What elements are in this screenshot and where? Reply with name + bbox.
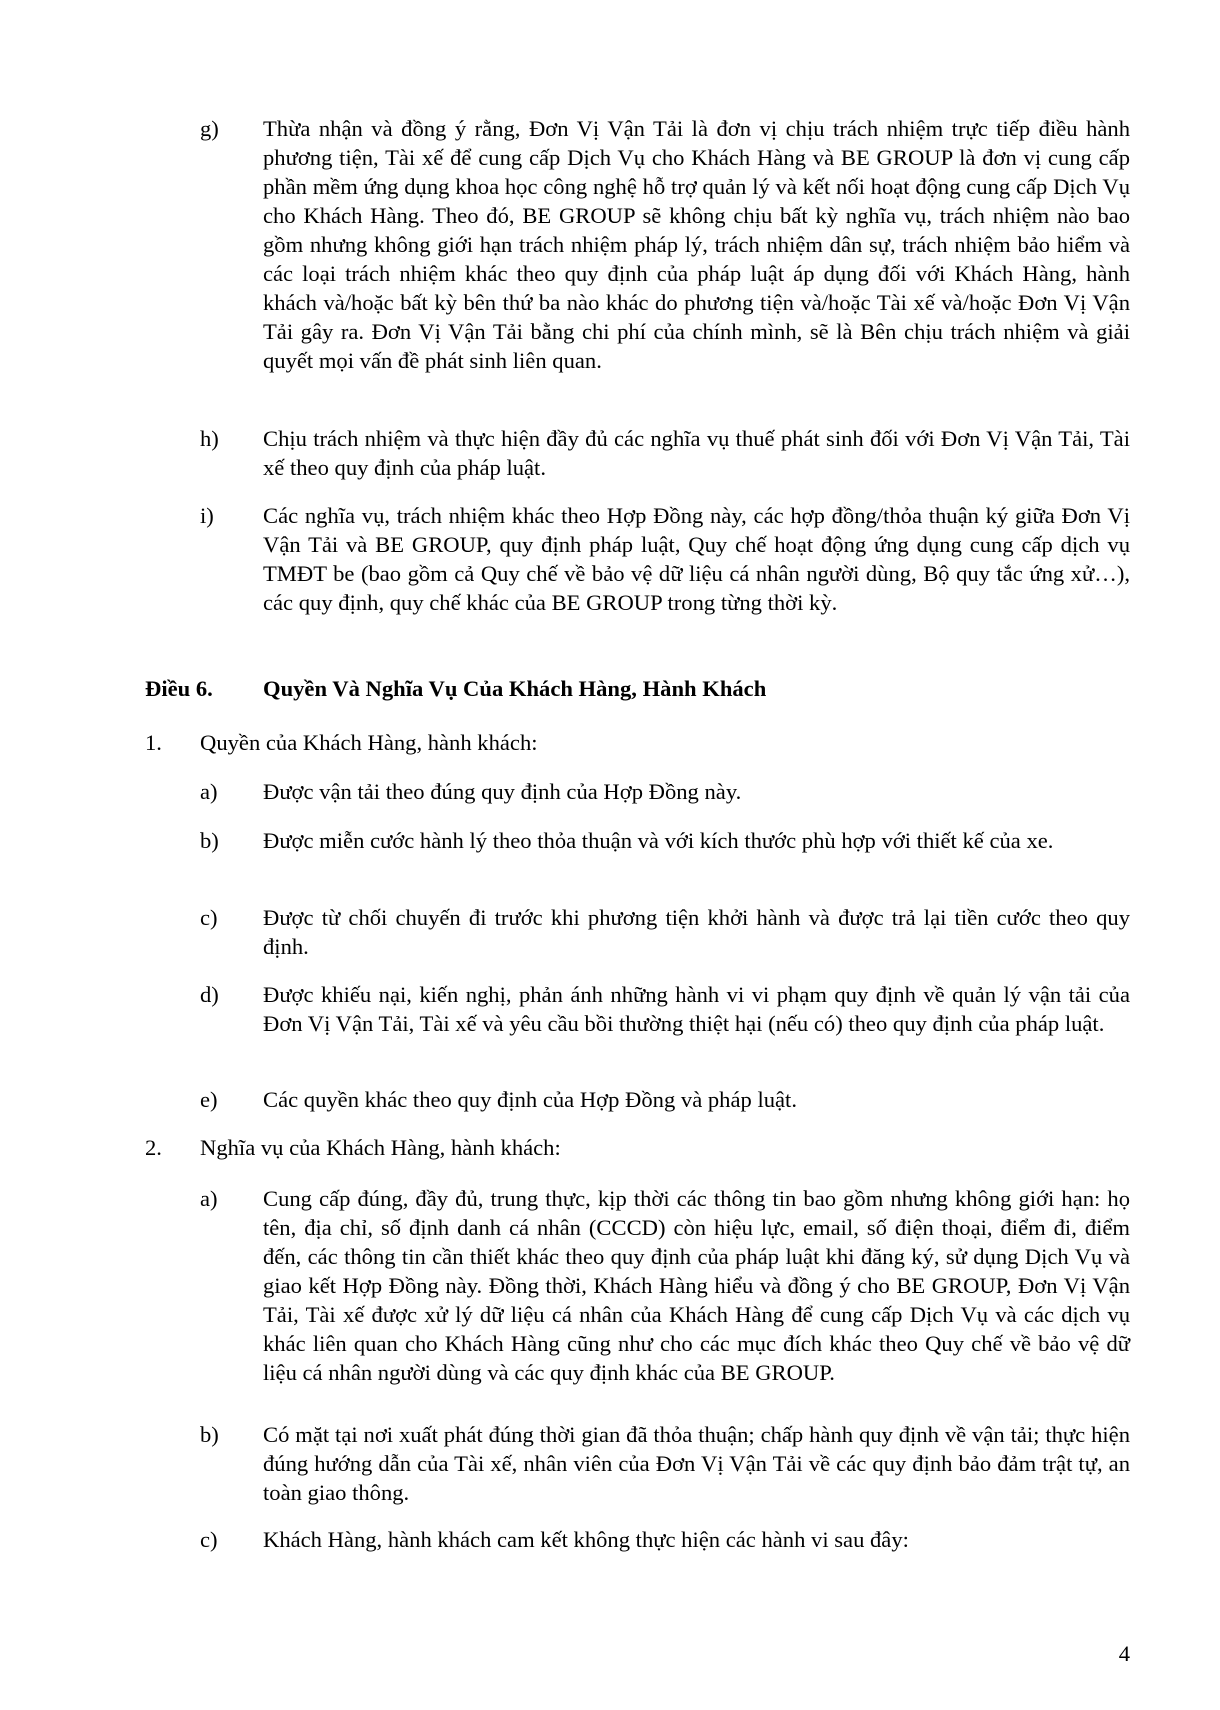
clause-label: b) xyxy=(200,828,219,853)
clause-label: h) xyxy=(200,426,219,451)
clause-text: Khách Hàng, hành khách cam kết không thực hiện các hành vi sau đây: xyxy=(263,1527,909,1552)
clause-text: Cung cấp đúng, đầy đủ, trung thực, kịp thời các thông tin bao gồm nhưng không giới hạn: họ tên, địa chỉ, số định danh cá nhân (CCCD) còn hiệu lực, email, số điện thoại, điểm đi, điểm đến, các thông tin cần thiết khác theo quy định của pháp luật khi đăng ký, sử dụng Dịch Vụ và giao kết Hợp Đồng này. Đồng thời, Khách Hàng hiểu và đồng ý cho BE GROUP, Đơn Vị Vận Tải, Tài xế được xử lý dữ liệu cá nhân của Khách Hàng để cung cấp Dịch Vụ và các dịch vụ khác liên quan cho Khách Hàng cũng như cho các mục đích khác theo Quy chế về bảo vệ dữ liệu cá nhân người dùng và các quy định khác của BE GROUP. xyxy=(263,1186,1130,1385)
section-label: 2. xyxy=(145,1135,162,1160)
clause-label: g) xyxy=(200,116,219,141)
clause-label: a) xyxy=(200,1186,218,1211)
clause-label: c) xyxy=(200,1527,218,1552)
clause-label: d) xyxy=(200,982,219,1007)
clause-label: b) xyxy=(200,1422,219,1447)
clause-text: Các quyền khác theo quy định của Hợp Đồng và pháp luật. xyxy=(263,1087,797,1112)
clause-text: Được vận tải theo đúng quy định của Hợp Đồng này. xyxy=(263,779,742,804)
article-number: Điều 6. xyxy=(145,676,213,701)
section-text: Nghĩa vụ của Khách Hàng, hành khách: xyxy=(200,1135,561,1160)
clause-text: Chịu trách nhiệm và thực hiện đầy đủ các nghĩa vụ thuế phát sinh đối với Đơn Vị Vận Tải, Tài xế theo quy định của pháp luật. xyxy=(263,426,1130,480)
clause-label: a) xyxy=(200,779,218,804)
clause-text: Các nghĩa vụ, trách nhiệm khác theo Hợp Đồng này, các hợp đồng/thỏa thuận ký giữa Đơn Vị Vận Tải và BE GROUP, quy định pháp luật, Quy chế hoạt động ứng dụng cung cấp dịch vụ TMĐT be (bao gồm cả Quy chế về bảo vệ dữ liệu cá nhân người dùng, Bộ quy tắc ứng xử…), các quy định, quy chế khác của BE GROUP trong từng thời kỳ. xyxy=(263,503,1130,615)
page-number: 4 xyxy=(1118,1641,1130,1666)
clause-text: Được từ chối chuyến đi trước khi phương tiện khởi hành và được trả lại tiền cước theo quy định. xyxy=(263,905,1130,959)
section-text: Quyền của Khách Hàng, hành khách: xyxy=(200,730,538,755)
clause-text: Được miễn cước hành lý theo thỏa thuận và với kích thước phù hợp với thiết kế của xe. xyxy=(263,828,1054,853)
clause-label: c) xyxy=(200,905,218,930)
clause-text: Thừa nhận và đồng ý rằng, Đơn Vị Vận Tải là đơn vị chịu trách nhiệm trực tiếp điều hành phương tiện, Tài xế để cung cấp Dịch Vụ cho Khách Hàng và BE GROUP là đơn vị cung cấp phần mềm ứng dụng khoa học công nghệ hỗ trợ quản lý và kết nối hoạt động cung cấp Dịch Vụ cho Khách Hàng. Theo đó, BE GROUP sẽ không chịu bất kỳ nghĩa vụ, trách nhiệm nào bao gồm nhưng không giới hạn trách nhiệm pháp lý, trách nhiệm dân sự, trách nhiệm bảo hiểm và các loại trách nhiệm khác theo quy định của pháp luật áp dụng đối với Khách Hàng, hành khách và/hoặc bất kỳ bên thứ ba nào khác do phương tiện và/hoặc Tài xế và/hoặc Đơn Vị Vận Tải gây ra. Đơn Vị Vận Tải bằng chi phí của chính mình, sẽ là Bên chịu trách nhiệm và giải quyết mọi vấn đề phát sinh liên quan. xyxy=(263,116,1130,373)
clause-label: e) xyxy=(200,1087,218,1112)
clause-text: Có mặt tại nơi xuất phát đúng thời gian đã thỏa thuận; chấp hành quy định về vận tải; thực hiện đúng hướng dẫn của Tài xế, nhân viên của Đơn Vị Vận Tải về các quy định bảo đảm trật tự, an toàn giao thông. xyxy=(263,1422,1130,1505)
clause-label: i) xyxy=(200,503,214,528)
section-label: 1. xyxy=(145,730,162,755)
clause-text: Được khiếu nại, kiến nghị, phản ánh những hành vi vi phạm quy định về quản lý vận tải của Đơn Vị Vận Tải, Tài xế và yêu cầu bồi thường thiệt hại (nếu có) theo quy định của pháp luật. xyxy=(263,982,1130,1036)
article-title: Quyền Và Nghĩa Vụ Của Khách Hàng, Hành Khách xyxy=(263,676,767,701)
